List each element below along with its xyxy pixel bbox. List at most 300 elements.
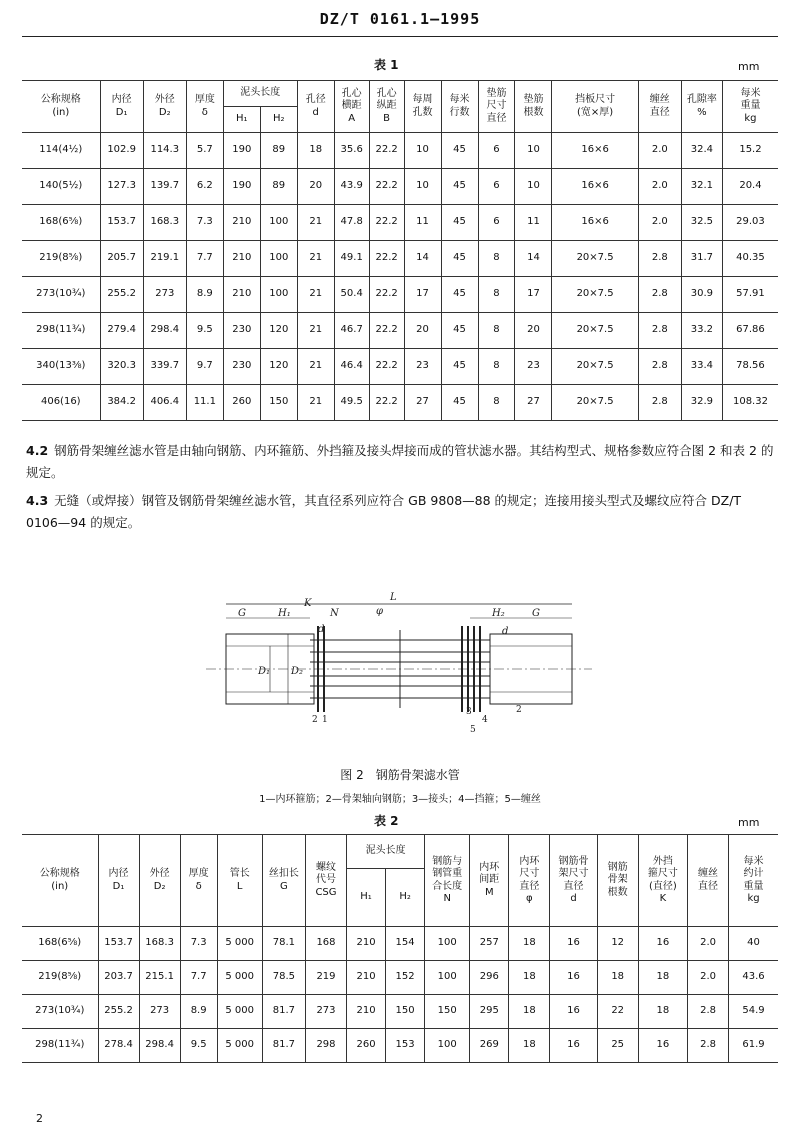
table2-cell: 153.7 xyxy=(98,927,139,961)
table1-cell: 22.2 xyxy=(369,241,404,277)
table1-cell: 21 xyxy=(297,205,334,241)
table2-cell: 298(11¾) xyxy=(22,1029,98,1063)
table1-row xyxy=(22,169,778,205)
table1-cell: 21 xyxy=(297,385,334,421)
t1-h-outer-d-text: 外径 D₂ xyxy=(154,94,175,118)
table1-cell: 17 xyxy=(515,277,552,313)
t1-h-thread-len: 泥头长度 xyxy=(223,81,297,107)
table1-cell: 260 xyxy=(223,385,260,421)
table1-cell: 15.2 xyxy=(722,133,778,169)
t2-h-bar-count xyxy=(597,835,638,927)
table2-cell: 2.0 xyxy=(688,927,729,961)
table1-cell: 230 xyxy=(223,349,260,385)
table2-cell: 2.8 xyxy=(688,995,729,1029)
table1-cell: 33.2 xyxy=(681,313,722,349)
table1-cell: 7.3 xyxy=(186,205,223,241)
table1-cell: 273(10¾) xyxy=(22,277,100,313)
table1-cell: 45 xyxy=(441,385,478,421)
part-callouts xyxy=(312,705,522,735)
table1-cell: 14 xyxy=(515,241,552,277)
table2-cell: 273 xyxy=(139,995,180,1029)
table1-cell: 2.8 xyxy=(638,277,681,313)
table1-cell: 210 xyxy=(223,277,260,313)
t2-h-overlap-text: 钢筋与 钢管重 合长度 N xyxy=(432,855,463,904)
table1-cell: 406.4 xyxy=(143,385,186,421)
standard-code: DZ/T 0161.1—1995 xyxy=(319,10,481,28)
table1-cell: 11 xyxy=(515,205,552,241)
paragraph-4-3-num: 4.3 xyxy=(26,493,49,508)
t2-h-wire-d xyxy=(688,835,729,927)
table1-cell: 9.7 xyxy=(186,349,223,385)
table2-cell: 7.3 xyxy=(180,927,217,961)
table1-cell: 279.4 xyxy=(100,313,143,349)
table2-row xyxy=(22,961,778,995)
table1-cell: 100 xyxy=(260,241,297,277)
table2-cell: 16 xyxy=(550,927,597,961)
table1 xyxy=(22,80,778,421)
table1-row xyxy=(22,385,778,421)
table1-cell: 8 xyxy=(478,385,515,421)
table1-unit: mm xyxy=(738,60,760,73)
t1-h-rows-per-m xyxy=(441,81,478,133)
table1-cell: 219.1 xyxy=(143,241,186,277)
table1-cell: 10 xyxy=(515,133,552,169)
paragraph-4-3-text: 无缝（或焊接）钢管及钢筋骨架缠丝滤水管，其直径系列应符合 GB 9808—88 的规定；连接用接头型式及螺纹应符合 DZ/T 0106—94 的规定。 xyxy=(26,493,742,530)
table1-cell: 298(11¾) xyxy=(22,313,100,349)
table1-cell: 384.2 xyxy=(100,385,143,421)
table1-cell: 2.8 xyxy=(638,241,681,277)
t2-h-length xyxy=(217,835,262,927)
label-h2: H₂ xyxy=(492,608,505,619)
table1-cell: 21 xyxy=(297,241,334,277)
table2-cell: 5 000 xyxy=(217,961,262,995)
table1-cell: 6 xyxy=(478,133,515,169)
table1-cell: 2.0 xyxy=(638,169,681,205)
t1-h-outer-d xyxy=(143,81,186,133)
table1-cell: 21 xyxy=(297,277,334,313)
table1-cell: 2.8 xyxy=(638,349,681,385)
table1-cell: 14 xyxy=(404,241,441,277)
table2-cell: 61.9 xyxy=(729,1029,778,1063)
table1-cell: 32.4 xyxy=(681,133,722,169)
table2-cell: 5 000 xyxy=(217,995,262,1029)
t2-h-h1: H₁ xyxy=(347,869,386,927)
table1-cell: 49.1 xyxy=(334,241,369,277)
table1-cell: 45 xyxy=(441,277,478,313)
table1-cell: 20 xyxy=(515,313,552,349)
table2-cell: 273(10¾) xyxy=(22,995,98,1029)
t2-h-weight-text: 每米 约计 重量 kg xyxy=(743,855,764,904)
table1-cell: 6 xyxy=(478,205,515,241)
table1-cell: 5.7 xyxy=(186,133,223,169)
table1-cell: 9.5 xyxy=(186,313,223,349)
table1-cell: 210 xyxy=(223,241,260,277)
t2-h-inner-d xyxy=(98,835,139,927)
table1-cell: 140(5½) xyxy=(22,169,100,205)
t2-h-hoop-size xyxy=(638,835,687,927)
table1-cell: 17 xyxy=(404,277,441,313)
table1-cell: 205.7 xyxy=(100,241,143,277)
table1-cell: 2.0 xyxy=(638,205,681,241)
table1-cell: 168(6⅝) xyxy=(22,205,100,241)
table2-cell: 16 xyxy=(550,995,597,1029)
page-number: 2 xyxy=(36,1112,43,1125)
table1-cell: 11.1 xyxy=(186,385,223,421)
table1-cell: 20×7.5 xyxy=(552,313,638,349)
table1-cell: 45 xyxy=(441,313,478,349)
table2-cell: 168(6⅝) xyxy=(22,927,98,961)
t1-h-hole-d-text: 孔径 d xyxy=(305,94,326,118)
table1-cell: 168.3 xyxy=(143,205,186,241)
t2-h-overlap xyxy=(425,835,470,927)
table1-cell: 100 xyxy=(260,205,297,241)
table1-cell: 273 xyxy=(143,277,186,313)
table1-cell: 43.9 xyxy=(334,169,369,205)
table1-row xyxy=(22,241,778,277)
table1-cell: 50.4 xyxy=(334,277,369,313)
label-l: L xyxy=(390,592,397,603)
callout-1: 1 xyxy=(322,715,328,725)
table1-cell: 33.4 xyxy=(681,349,722,385)
table1-cell: 340(13⅜) xyxy=(22,349,100,385)
table2-cell: 298 xyxy=(305,1029,346,1063)
t2-h-thread-code xyxy=(305,835,346,927)
table1-cell: 45 xyxy=(441,133,478,169)
t2-h-outer-d xyxy=(139,835,180,927)
table2-cell: 154 xyxy=(386,927,425,961)
t2-h-head-len: 泥头长度 xyxy=(347,835,425,869)
table1-cell: 11 xyxy=(404,205,441,241)
label-d: d xyxy=(318,624,325,635)
table1-cell: 190 xyxy=(223,133,260,169)
table2-cell: 168.3 xyxy=(139,927,180,961)
table1-cell: 8 xyxy=(478,313,515,349)
table2-cell: 278.4 xyxy=(98,1029,139,1063)
t1-h-hole-long xyxy=(369,81,404,133)
table1-cell: 30.9 xyxy=(681,277,722,313)
callout-2-left: 2 xyxy=(312,715,318,725)
t2-h-inner-d-text: 内径 D₁ xyxy=(108,868,129,892)
t1-h-pad-count-text: 垫筋 根数 xyxy=(523,94,544,118)
table1-cell: 45 xyxy=(441,205,478,241)
table1-cell: 2.8 xyxy=(638,313,681,349)
t1-h-thickness-text: 厚度 δ xyxy=(194,94,215,118)
table2-cell: 2.8 xyxy=(688,1029,729,1063)
table1-cell: 23 xyxy=(404,349,441,385)
table2-cell: 8.9 xyxy=(180,995,217,1029)
table1-cell: 16×6 xyxy=(552,169,638,205)
t2-h-thickness xyxy=(180,835,217,927)
t1-h-spec-text: 公称规格 (in) xyxy=(40,94,81,118)
t1-h-bar-size-text: 挡板尺寸 (宽×厚) xyxy=(575,94,616,118)
t1-h-h2: H₂ xyxy=(260,107,297,133)
table1-cell: 6.2 xyxy=(186,169,223,205)
t1-h-inner-d xyxy=(100,81,143,133)
table1-cell: 45 xyxy=(441,169,478,205)
table2-cell: 22 xyxy=(597,995,638,1029)
table2-cell: 257 xyxy=(470,927,509,961)
paragraph-4-2-num: 4.2 xyxy=(26,443,49,458)
t2-h-thickness-text: 厚度 δ xyxy=(188,868,209,892)
label-d-right: d xyxy=(502,626,509,637)
table1-cell: 27 xyxy=(515,385,552,421)
table2-cell: 5 000 xyxy=(217,927,262,961)
t2-h-ring-size-text: 内环 尺寸 直径 φ xyxy=(519,855,540,904)
label-phi: φ xyxy=(376,606,384,617)
table1-cell: 153.7 xyxy=(100,205,143,241)
t2-h-ring-size xyxy=(509,835,550,927)
table1-cell: 20 xyxy=(404,313,441,349)
table1-cell: 78.56 xyxy=(722,349,778,385)
table1-cell: 2.0 xyxy=(638,133,681,169)
label-g-left: G xyxy=(238,608,246,619)
table2-cell: 7.7 xyxy=(180,961,217,995)
table1-cell: 45 xyxy=(441,349,478,385)
t2-h-thread-len xyxy=(262,835,305,927)
filter-pipe-drawing xyxy=(200,590,600,740)
table1-cell: 22.2 xyxy=(369,349,404,385)
t1-h-hole-long-text: 孔心 纵距 B xyxy=(376,87,397,124)
table2-cell: 81.7 xyxy=(262,995,305,1029)
table1-cell: 23 xyxy=(515,349,552,385)
table1-cell: 29.03 xyxy=(722,205,778,241)
table2-row xyxy=(22,927,778,961)
t1-h-hole-lat xyxy=(334,81,369,133)
table2-cell: 16 xyxy=(550,1029,597,1063)
t2-h-h2: H₂ xyxy=(386,869,425,927)
table2-cell: 255.2 xyxy=(98,995,139,1029)
table2-cell: 18 xyxy=(638,961,687,995)
table1-cell: 20×7.5 xyxy=(552,277,638,313)
t2-h-thread-code-text: 螺纹 代号 CSG xyxy=(315,861,337,898)
table2-cell: 5 000 xyxy=(217,1029,262,1063)
t1-h-h1: H₁ xyxy=(223,107,260,133)
table2-cell: 210 xyxy=(347,927,386,961)
table2-cell: 18 xyxy=(509,927,550,961)
figure-title: 图 2 钢筋骨架滤水管 xyxy=(340,768,460,782)
table1-cell: 20×7.5 xyxy=(552,241,638,277)
table2-cell: 269 xyxy=(470,1029,509,1063)
table2-cell: 18 xyxy=(509,995,550,1029)
t2-h-hoop-size-text: 外挡 箍尺寸 (直径) K xyxy=(647,855,678,904)
t1-h-pad-count xyxy=(515,81,552,133)
table1-cell: 47.8 xyxy=(334,205,369,241)
t1-h-rows-per-m-text: 每米 行数 xyxy=(449,94,470,118)
t1-h-weight-text: 每米 重量 kg xyxy=(740,87,761,124)
table2-row xyxy=(22,1029,778,1063)
t1-h-holes-per-ring-text: 每周 孔数 xyxy=(412,94,433,118)
table2-cell: 81.7 xyxy=(262,1029,305,1063)
paragraph-4-2 xyxy=(26,440,776,484)
table1-row xyxy=(22,133,778,169)
table1-cell: 8 xyxy=(478,349,515,385)
table2-cell: 78.5 xyxy=(262,961,305,995)
table1-cell: 114(4½) xyxy=(22,133,100,169)
t2-h-weight xyxy=(729,835,778,927)
table2-cell: 298.4 xyxy=(139,1029,180,1063)
table1-cell: 114.3 xyxy=(143,133,186,169)
table2-cell: 40 xyxy=(729,927,778,961)
table1-cell: 10 xyxy=(515,169,552,205)
table1-cell: 120 xyxy=(260,349,297,385)
t1-h-pad-size-text: 垫筋 尺寸 直径 xyxy=(486,87,507,124)
table2-cell: 18 xyxy=(509,1029,550,1063)
t2-h-bar-size-text: 钢筋骨 架尺寸 直径 d xyxy=(558,855,589,904)
t1-h-porosity-text: 孔隙率 % xyxy=(686,94,717,118)
figure-legend: 1—内环箍筋；2—骨架轴向钢筋；3—接头；4—挡箍；5—缠丝 xyxy=(259,794,541,805)
table1-cell: 35.6 xyxy=(334,133,369,169)
table1-cell: 150 xyxy=(260,385,297,421)
table2-cell: 150 xyxy=(386,995,425,1029)
table2-cell: 150 xyxy=(425,995,470,1029)
table2-cell: 219 xyxy=(305,961,346,995)
table1-cell: 22.2 xyxy=(369,133,404,169)
table1-cell: 20×7.5 xyxy=(552,385,638,421)
table1-cell: 6 xyxy=(478,169,515,205)
table1-row xyxy=(22,349,778,385)
t2-h-outer-d-text: 外径 D₂ xyxy=(149,868,170,892)
table1-cell: 8 xyxy=(478,241,515,277)
table1-cell: 20.4 xyxy=(722,169,778,205)
paragraph-4-3 xyxy=(26,490,776,534)
label-d2: D₂ xyxy=(291,666,304,677)
table1-cell: 22.2 xyxy=(369,385,404,421)
table2-caption: 表 2 xyxy=(374,814,399,828)
table1-caption: 表 1 xyxy=(374,58,399,72)
table1-cell: 320.3 xyxy=(100,349,143,385)
t2-h-bar-count-text: 钢筋 骨架 根数 xyxy=(607,861,628,898)
table2-cell: 78.1 xyxy=(262,927,305,961)
table2-cell: 100 xyxy=(425,961,470,995)
table2-cell: 16 xyxy=(638,1029,687,1063)
table1-cell: 190 xyxy=(223,169,260,205)
table2-cell: 16 xyxy=(638,927,687,961)
table1-cell: 100 xyxy=(260,277,297,313)
table2-unit: mm xyxy=(738,816,760,829)
table2-cell: 9.5 xyxy=(180,1029,217,1063)
table2-cell: 100 xyxy=(425,927,470,961)
table1-cell: 339.7 xyxy=(143,349,186,385)
table2-cell: 203.7 xyxy=(98,961,139,995)
table2-cell: 43.6 xyxy=(729,961,778,995)
table1-cell: 45 xyxy=(441,241,478,277)
callout-5: 5 xyxy=(470,725,476,735)
table1-cell: 31.7 xyxy=(681,241,722,277)
table2-cell: 152 xyxy=(386,961,425,995)
table2-cell: 153 xyxy=(386,1029,425,1063)
t2-h-spec-text: 公称规格 (in) xyxy=(39,868,80,892)
table2-row xyxy=(22,995,778,1029)
callout-2-right: 2 xyxy=(516,705,522,715)
t2-h-ring-spacing-text: 内环 间距 M xyxy=(479,861,500,898)
table2-cell: 210 xyxy=(347,995,386,1029)
table1-cell: 20×7.5 xyxy=(552,349,638,385)
table1-row xyxy=(22,205,778,241)
table1-cell: 20 xyxy=(297,169,334,205)
table1-cell: 102.9 xyxy=(100,133,143,169)
table1-cell: 21 xyxy=(297,349,334,385)
t1-h-wire-d-text: 缠丝 直径 xyxy=(649,94,670,118)
table2-cell: 12 xyxy=(597,927,638,961)
table1-cell: 32.5 xyxy=(681,205,722,241)
table2-cell: 54.9 xyxy=(729,995,778,1029)
label-k: K xyxy=(304,598,312,609)
t1-h-thickness xyxy=(186,81,223,133)
table1-cell: 255.2 xyxy=(100,277,143,313)
table1-row xyxy=(22,277,778,313)
table1-cell: 32.9 xyxy=(681,385,722,421)
table1-cell: 89 xyxy=(260,133,297,169)
table2 xyxy=(22,834,778,1063)
table2-cell: 273 xyxy=(305,995,346,1029)
table1-cell: 210 xyxy=(223,205,260,241)
paragraph-4-2-text: 钢筋骨架缠丝滤水管是由轴向钢筋、内环箍筋、外挡箍及接头焊接而成的管状滤水器。其结构型式、规格参数应符合图 2 和表 2 的规定。 xyxy=(26,443,774,480)
table2-cell: 295 xyxy=(470,995,509,1029)
table1-cell: 108.32 xyxy=(722,385,778,421)
table1-cell: 16×6 xyxy=(552,133,638,169)
table1-cell: 27 xyxy=(404,385,441,421)
table1-cell: 40.35 xyxy=(722,241,778,277)
label-h1: H₁ xyxy=(278,608,291,619)
label-d1: D₁ xyxy=(258,666,271,677)
t1-h-wire-d xyxy=(638,81,681,133)
table1-cell: 10 xyxy=(404,133,441,169)
t1-h-pad-size xyxy=(478,81,515,133)
table1-cell: 219(8⅝) xyxy=(22,241,100,277)
table1-cell: 127.3 xyxy=(100,169,143,205)
table1-cell: 22.2 xyxy=(369,277,404,313)
table2-cell: 25 xyxy=(597,1029,638,1063)
table1-cell: 21 xyxy=(297,313,334,349)
t1-h-hole-d xyxy=(297,81,334,133)
table2-cell: 296 xyxy=(470,961,509,995)
table2-cell: 16 xyxy=(550,961,597,995)
t2-h-spec xyxy=(22,835,98,927)
table1-cell: 139.7 xyxy=(143,169,186,205)
t2-h-ring-spacing xyxy=(470,835,509,927)
callout-3: 3 xyxy=(466,707,472,717)
table1-cell: 22.2 xyxy=(369,169,404,205)
table2-cell: 260 xyxy=(347,1029,386,1063)
table2-cell: 18 xyxy=(509,961,550,995)
table1-cell: 32.1 xyxy=(681,169,722,205)
table1-cell: 2.8 xyxy=(638,385,681,421)
t1-h-hole-lat-text: 孔心 横距 A xyxy=(341,87,362,124)
table2-cell: 215.1 xyxy=(139,961,180,995)
table1-cell: 120 xyxy=(260,313,297,349)
table1-cell: 406(16) xyxy=(22,385,100,421)
table1-cell: 298.4 xyxy=(143,313,186,349)
table2-cell: 219(8⅝) xyxy=(22,961,98,995)
table1-cell: 230 xyxy=(223,313,260,349)
table2-cell: 210 xyxy=(347,961,386,995)
t2-h-length-text: 管长 L xyxy=(229,868,250,892)
t2-h-bar-size xyxy=(550,835,597,927)
label-n: N xyxy=(330,608,339,619)
table1-cell: 57.91 xyxy=(722,277,778,313)
table2-cell: 168 xyxy=(305,927,346,961)
table1-row xyxy=(22,313,778,349)
header-rule xyxy=(22,36,778,37)
table2-cell: 18 xyxy=(638,995,687,1029)
callout-4: 4 xyxy=(482,715,488,725)
table1-cell: 46.4 xyxy=(334,349,369,385)
t2-h-thread-len-text: 丝扣长 G xyxy=(268,868,299,892)
table1-cell: 46.7 xyxy=(334,313,369,349)
t1-h-weight xyxy=(722,81,778,133)
t1-h-inner-d-text: 内径 D₁ xyxy=(111,94,132,118)
table1-cell: 16×6 xyxy=(552,205,638,241)
